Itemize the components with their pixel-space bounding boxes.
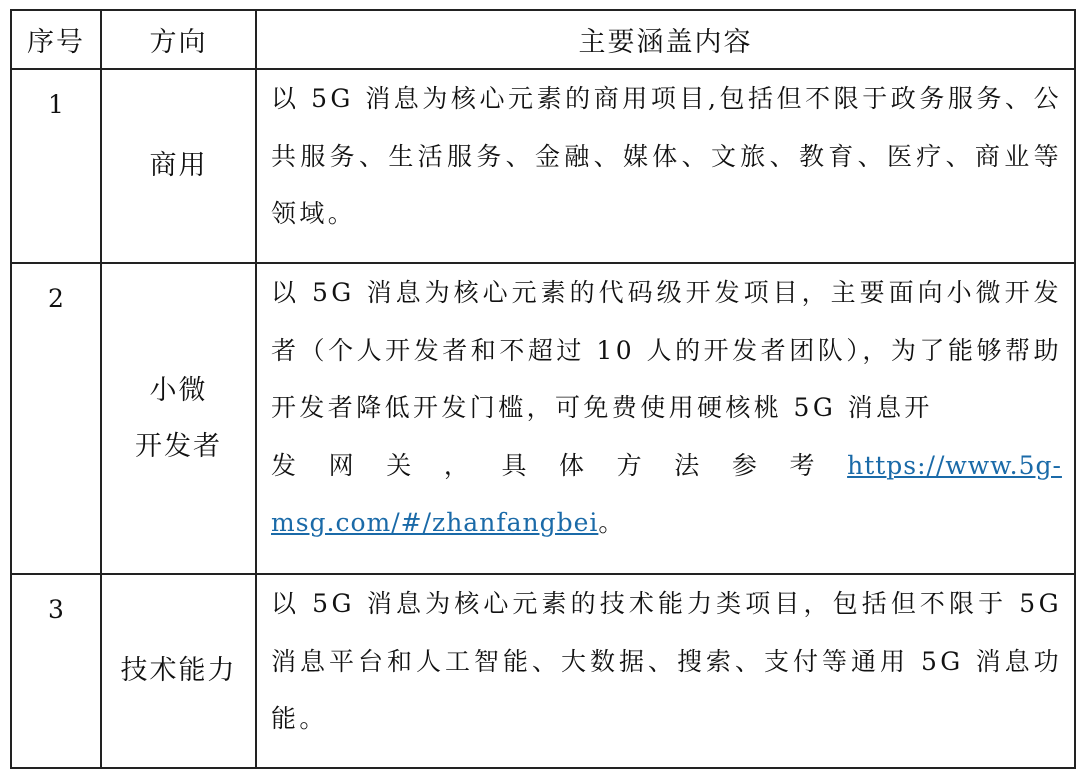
table-row [11, 263, 1075, 574]
row-content-end: 。 [598, 508, 627, 537]
spread-char: 体 [559, 450, 585, 480]
table-row [11, 69, 1075, 263]
row-content-link-line [271, 494, 1062, 552]
row-direction: 技术能力 [101, 574, 256, 768]
row-content-spread-line [271, 437, 1062, 495]
row-content: 以 5G 消息为核心元素的技术能力类项目，包括但不限于 5G 消息平台和人工智能、大数据、搜索、支付等通用 5G 消息功能。 [256, 574, 1075, 768]
spread-char: 参 [731, 450, 757, 480]
row-num: 1 [11, 69, 101, 263]
header-direction: 方向 [101, 10, 256, 69]
spread-char: 考 [789, 450, 815, 480]
spread-char: 关 [386, 450, 412, 480]
row-direction-line2: 开发者 [135, 430, 222, 462]
spread-char: ， [443, 450, 469, 480]
row-direction [101, 263, 256, 574]
zhanfangbei-link-part1[interactable]: https://www.5g- [847, 450, 1062, 480]
spread-char: 发 [271, 450, 297, 480]
spread-char: 网 [328, 450, 354, 480]
row-content-text: 以 5G 消息为核心元素的代码级开发项目，主要面向小微开发者（个人开发者和不超过 10 人的开发者团队），为了能够帮助开发者降低开发门槛，可免费使用硬核桃 5G 消息开 [271, 278, 1062, 422]
row-direction-line1: 小微 [149, 374, 208, 406]
spread-char: 法 [674, 450, 700, 480]
row-direction: 商用 [101, 69, 256, 263]
zhanfangbei-link-part2[interactable]: msg.com/#/zhanfangbei [271, 508, 599, 537]
project-direction-table [10, 9, 1076, 769]
table-row [11, 574, 1075, 768]
table-header-row [11, 10, 1075, 69]
row-content: 以 5G 消息为核心元素的商用项目,包括但不限于政务服务、公共服务、生活服务、金融、媒体、文旅、教育、医疗、商业等领域。 [256, 69, 1075, 263]
header-num: 序号 [11, 10, 101, 69]
header-content: 主要涵盖内容 [256, 10, 1075, 69]
spread-char: 方 [616, 450, 642, 480]
row-content [256, 263, 1075, 574]
spread-char: 具 [501, 450, 527, 480]
row-num: 2 [11, 263, 101, 574]
row-num: 3 [11, 574, 101, 768]
